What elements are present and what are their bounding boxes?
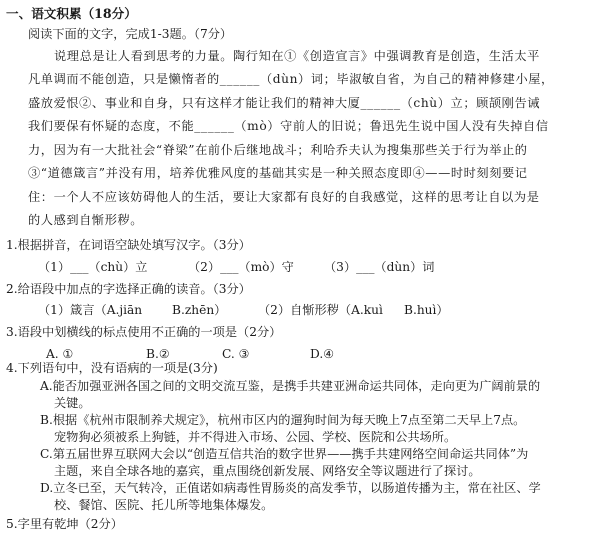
q2-option-1b: B.zhēn） xyxy=(172,303,227,317)
question-2: 2.给语段中加点的字选择正确的读音。（3分） xyxy=(6,282,251,296)
q4-option-a: A.能否加强亚洲各国之间的文明交流互鉴，是携手共建亚洲命运共同体，走向更为广阔前景的 xyxy=(40,379,541,393)
q3-option-c: C. ③ xyxy=(222,347,250,361)
q4-option-a-cont: 关键。 xyxy=(54,396,91,410)
passage-line: 力，因为有一大批社会“脊梁”在前仆后继地战斗；利哈乔夫认为搜集那些关于行为举止的 xyxy=(28,143,528,157)
q2-option-1a: （1）箴言（A.jiān xyxy=(38,303,143,317)
section-heading: 一、语文积累（18分） xyxy=(6,6,137,21)
section-intro: 阅读下面的文字，完成1-3题。（7分） xyxy=(28,27,233,41)
passage-line: 住：一个人不应该妨碍他人的生活，要让大家都有良好的自我感觉，这样的思考让自以为是 xyxy=(28,190,540,204)
q3-option-a: A. ① xyxy=(46,347,74,361)
question-5: 5.字里有乾坤（2分） xyxy=(6,517,123,531)
passage-line: 的人感到自惭形秽。 xyxy=(28,213,144,227)
passage-line: 说理总是让人看到思考的力量。陶行知在①《创造宣言》中强调教育是创造，生活太平 xyxy=(54,49,540,63)
q1-option-2: （2）___（mò）守 xyxy=(188,260,294,274)
q3-option-b: B.② xyxy=(146,347,170,361)
passage-line: ③“道德箴言”并没有用，培养优雅风度的基础其实是一种关照态度即④——时时刻刻要记 xyxy=(28,166,528,180)
q3-option-d: D.④ xyxy=(310,347,335,361)
question-1: 1.根据拼音，在词语空缺处填写汉字。（3分） xyxy=(6,238,251,252)
q4-option-b: B.根据《杭州市限制养犬规定》，杭州市区内的遛狗时间为每天晚上7点至第二天早上7点。 xyxy=(40,413,526,427)
passage-line: 我们要保有怀疑的态度，不能______（mò）守前人的旧说；鲁迅先生说中国人没有失掉自信 xyxy=(28,119,549,133)
question-3: 3.语段中划横线的标点使用不正确的一项是（2分） xyxy=(6,325,282,339)
q4-option-d: D.立冬已至，天气转冷，正值诺如病毒性胃肠炎的高发季节，以肠道传播为主，常在社区、学 xyxy=(40,481,541,495)
q1-option-3: （3）___（dùn）词 xyxy=(324,260,435,274)
passage-line: 盛放爱恨②、事业和自身，只有这样才能让我们的精神大厦______（chù）立；顾颉刚告诫 xyxy=(28,96,541,110)
passage-line: 凡单调而不能创造，只是懒惰者的______（dùn）词；毕淑敏自省，为自己的精神修建小屋， xyxy=(28,72,554,86)
q4-option-c: C.第五届世界互联网大会以“创造互信共治的数字世界——携手共建网络空间命运共同体”为 xyxy=(40,447,529,461)
q2-option-2b: B.huì） xyxy=(404,303,449,317)
q2-option-2a: （2）自惭形秽（A.kuì xyxy=(258,303,383,317)
q4-option-d-cont: 校、餐馆、医院、托儿所等地集体爆发。 xyxy=(54,498,274,512)
q4-option-b-cont: 宠物狗必须被系上狗链，并不得进入市场、公园、学校、医院和公共场所。 xyxy=(54,430,457,444)
q1-option-1: （1）___（chù）立 xyxy=(38,260,148,274)
question-4: 4.下列语句中，没有语病的一项是(3分) xyxy=(6,361,218,375)
q4-option-c-cont: 主题，来自全球各地的嘉宾，重点围绕创新发展、网络安全等议题进行了探讨。 xyxy=(54,464,481,478)
